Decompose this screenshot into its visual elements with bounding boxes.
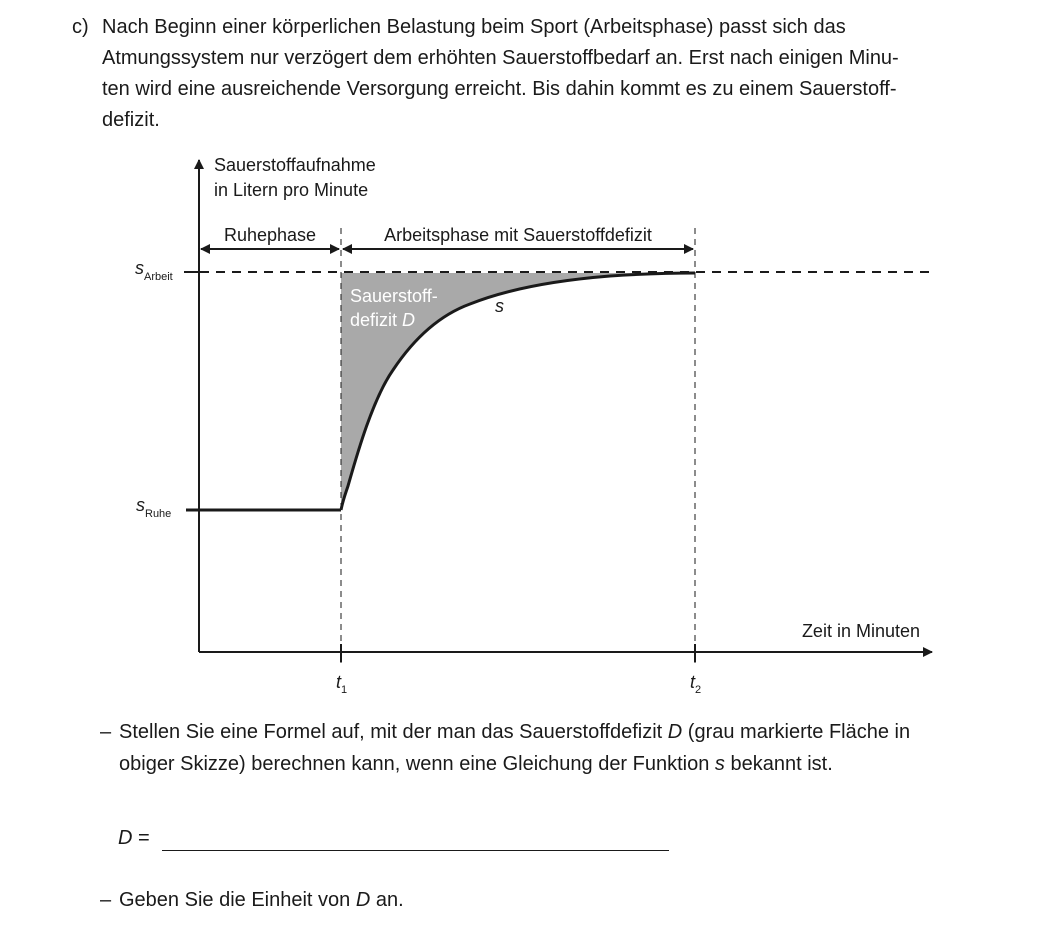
intro-line: Atmungssystem nur verzögert dem erhöhten Sauerstoffbedarf an. Erst nach einigen Minu- — [102, 47, 899, 69]
question-1-text: Stellen Sie eine Formel auf, mit der man das Sauerstoffdefizit — [119, 721, 668, 743]
y-axis-label-line2: in Litern pro Minute — [214, 180, 369, 200]
rest-level-label — [136, 495, 171, 520]
deficit-area — [341, 273, 695, 510]
answer-blank-line[interactable] — [162, 850, 669, 851]
question-1-var-d: D — [667, 721, 683, 743]
deficit-label-line1: Sauerstoff- — [350, 286, 438, 306]
question-1-text: bekannt ist. — [724, 753, 833, 775]
t2-subscript: 2 — [695, 684, 702, 696]
question-1-line1 — [119, 716, 1020, 748]
rest-level-subscript: Ruhe — [145, 508, 172, 520]
question-1-text: (grau markierte Fläche in — [682, 721, 911, 743]
question-2-line — [119, 884, 1020, 916]
question-1-dash: – — [100, 721, 112, 743]
question-1-line2 — [119, 748, 1020, 780]
question-2 — [100, 884, 1020, 916]
question-2-text: Geben Sie die Einheit von — [119, 889, 356, 911]
answer-equals: = — [132, 827, 150, 849]
x-axis-label: Zeit in Minuten — [801, 621, 920, 641]
deficit-label-text: defizit — [350, 310, 403, 330]
answer-var: D — [118, 827, 133, 849]
intro-line: Nach Beginn einer körperlichen Belastung beim Sport (Arbeitsphase) passt sich das — [102, 16, 846, 38]
question-1-text: obiger Skizze) berechnen kann, wenn eine Gleichung der Funktion — [119, 753, 715, 775]
question-2-dash: – — [100, 889, 112, 911]
work-level-subscript: Arbeit — [144, 271, 173, 283]
rest-phase-label: Ruhephase — [223, 225, 317, 245]
rest-level-symbol: s — [136, 495, 145, 515]
t1-subscript: 1 — [341, 684, 348, 696]
intro-line: defizit. — [102, 109, 160, 131]
question-2-var-d: D — [355, 889, 371, 911]
question-2-text: an. — [370, 889, 404, 911]
t1-symbol: t — [336, 672, 342, 692]
task-label: c) — [72, 16, 89, 38]
answer-row — [118, 822, 150, 854]
t2-label — [690, 672, 701, 696]
y-axis-label-line1: Sauerstoffaufnahme — [214, 155, 376, 175]
curve-s-label: s — [495, 296, 504, 316]
intro-line: ten wird eine ausreichende Versorgung erreicht. Bis dahin kommt es zu einem Sauerstoff- — [102, 78, 897, 100]
work-phase-label: Arbeitsphase mit Sauerstoffdefizit — [384, 225, 652, 245]
deficit-label-line2 — [350, 310, 415, 330]
question-1 — [100, 716, 1020, 780]
t1-label — [336, 672, 347, 696]
t2-symbol: t — [690, 672, 696, 692]
work-level-symbol: s — [135, 258, 144, 278]
question-1-var-s: s — [714, 753, 725, 775]
work-level-label — [135, 258, 173, 283]
deficit-label-var: D — [402, 310, 416, 330]
